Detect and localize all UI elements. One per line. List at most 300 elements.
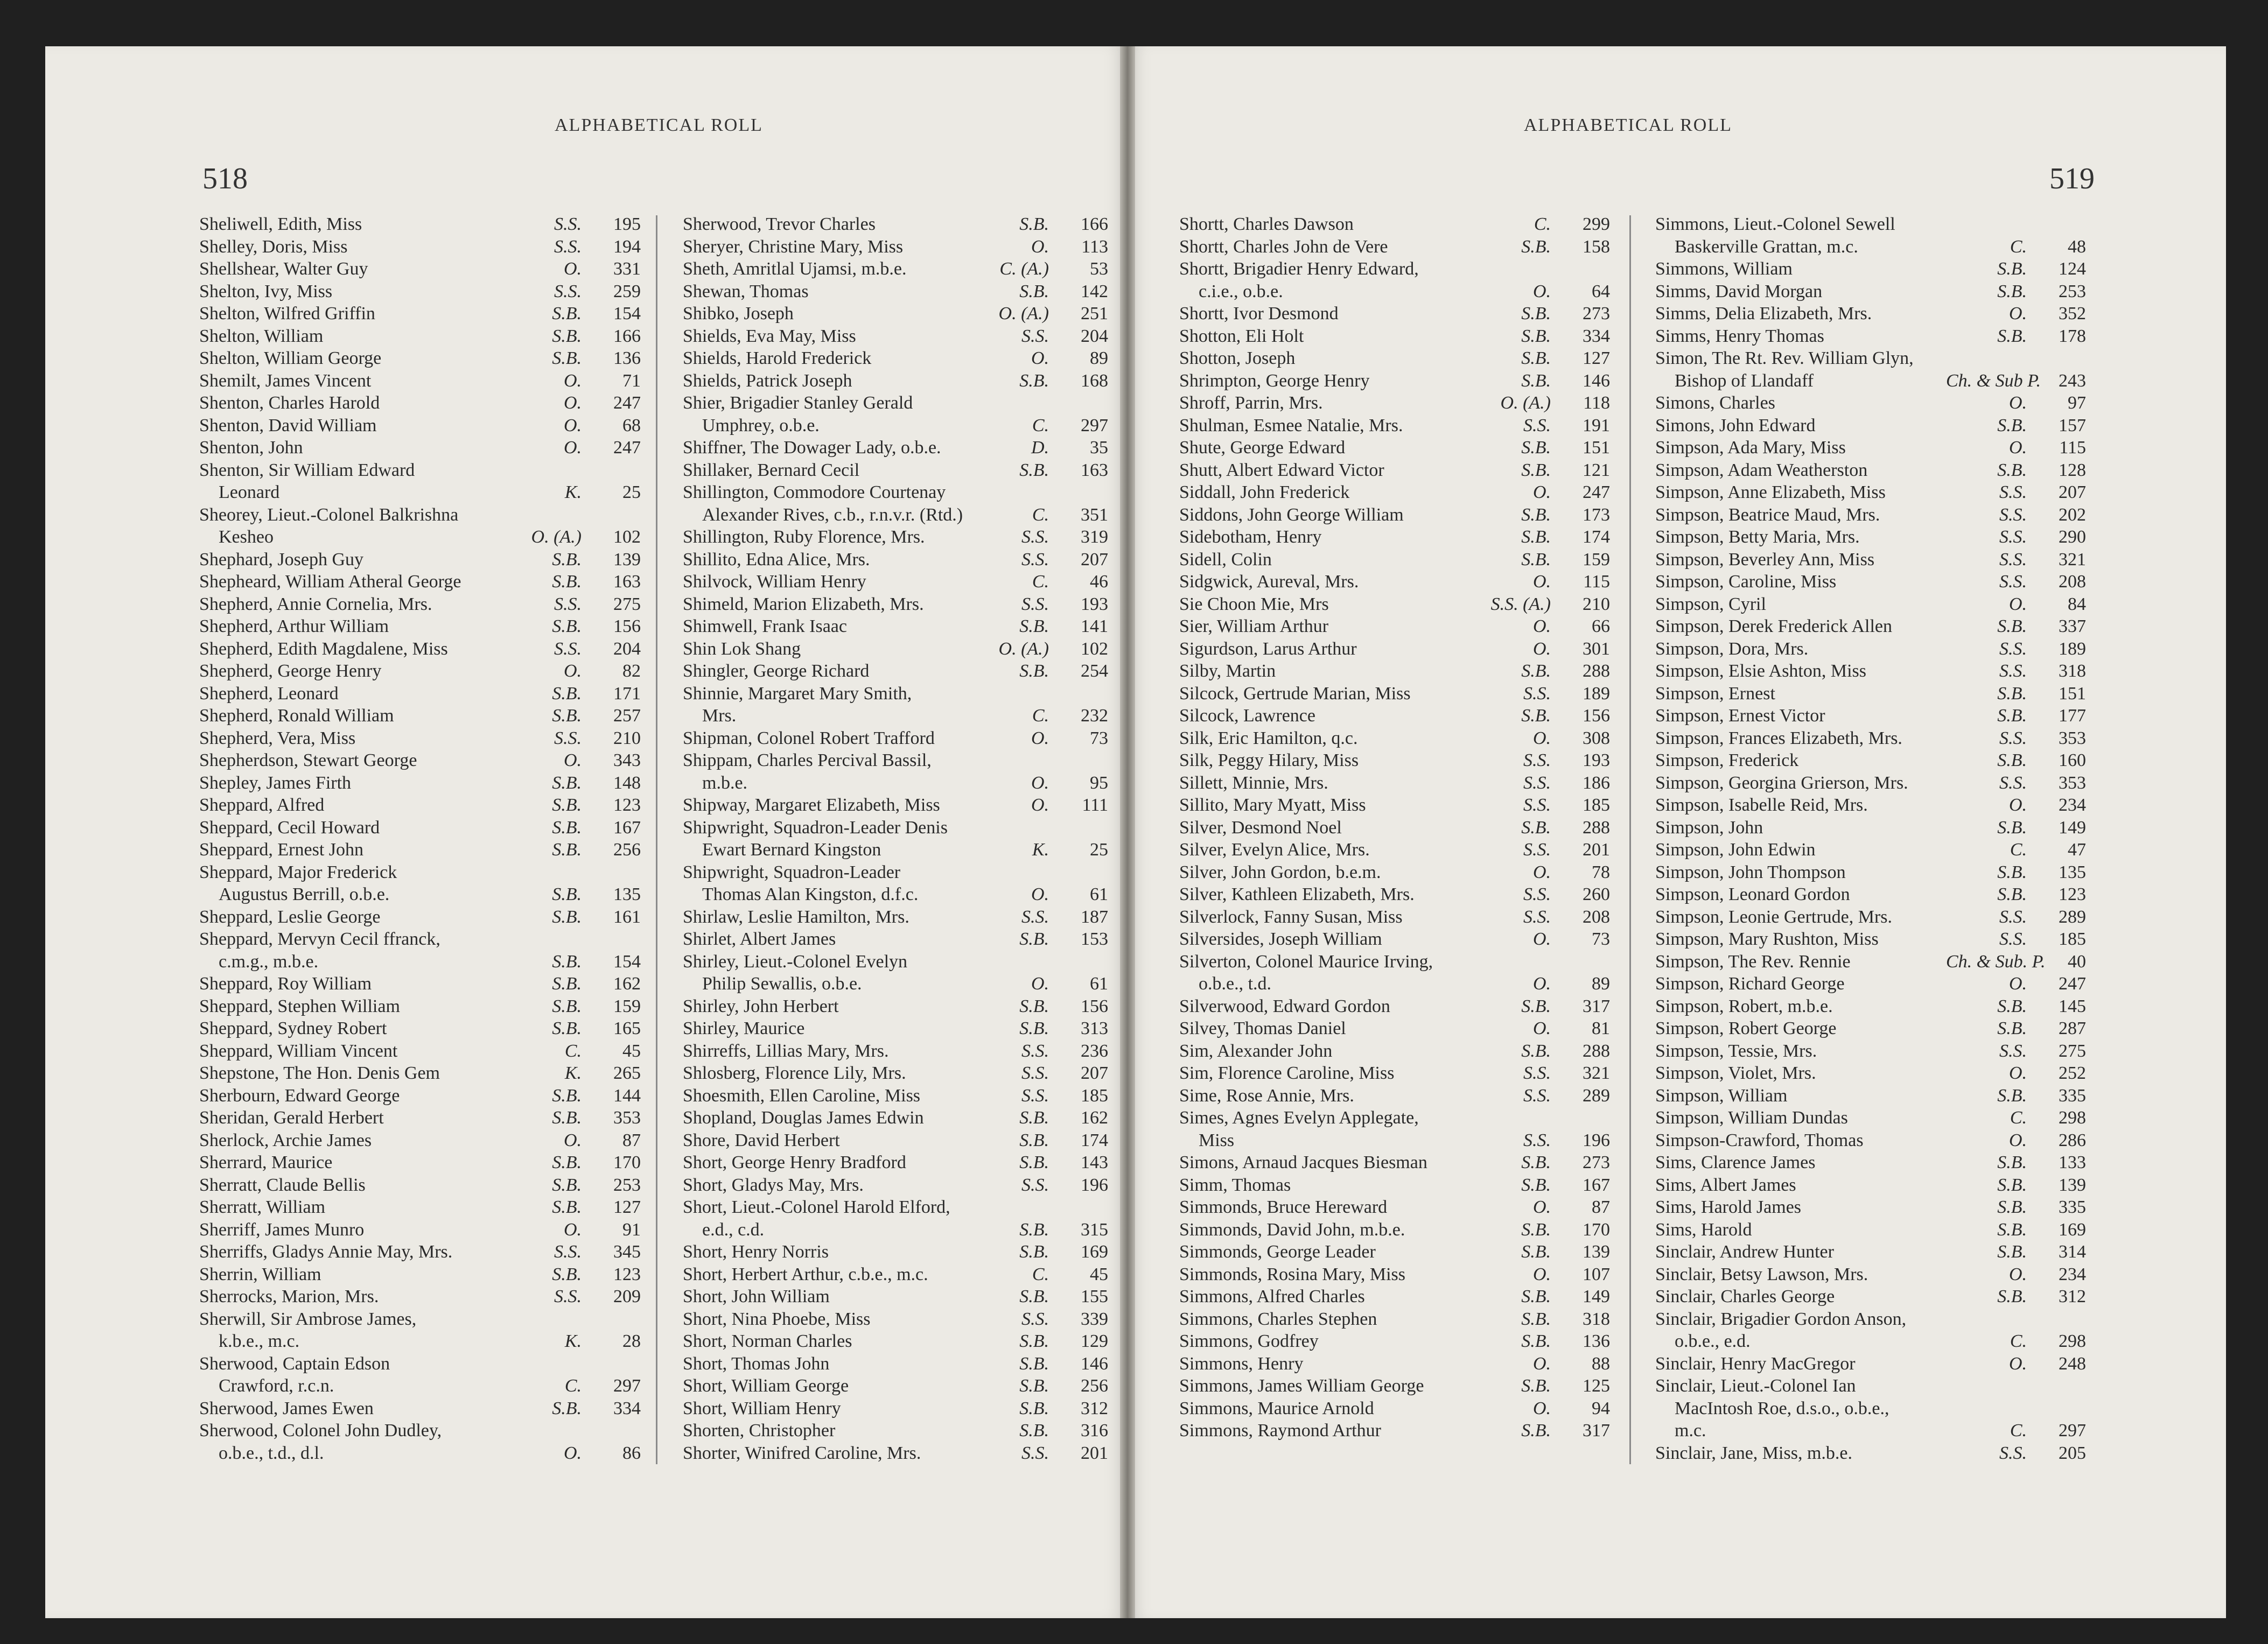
roll-entry (1655, 1330, 2086, 1353)
entry-class (1946, 1375, 2027, 1397)
entry-name: Sheppard, Mervyn Cecil ffranck, (199, 929, 440, 949)
roll-entry (683, 481, 1108, 504)
entry-name: Sherlock, Archie James (199, 1130, 372, 1150)
roll-entry (683, 705, 1108, 727)
roll-entry (1179, 325, 1610, 348)
roll-entry (1655, 615, 2086, 638)
entry-name: Sheppard, William Vincent (199, 1041, 398, 1061)
entry-class (1946, 213, 2027, 236)
entry-name: Short, John William (683, 1287, 830, 1306)
entry-page: 288 (1583, 661, 1610, 681)
roll-entry (683, 1107, 1108, 1129)
roll-entry (1179, 1085, 1610, 1107)
entry-page: 136 (613, 348, 641, 368)
entry-name: Shore, David Herbert (683, 1130, 840, 1150)
entry-class: O. (2008, 1353, 2027, 1374)
roll-entry (1179, 906, 1610, 929)
entry-page: 166 (1081, 214, 1108, 234)
roll-entry (1179, 995, 1610, 1018)
entry-name: Shirley, John Herbert (683, 996, 839, 1016)
entry-page: 317 (1583, 1421, 1610, 1441)
entry-class (501, 504, 582, 526)
entry-name: Simmonds, Bruce Hereward (1179, 1197, 1388, 1217)
roll-entry (1655, 236, 2086, 258)
entry-name: Sims, Harold (1655, 1219, 1752, 1240)
entry-page: 151 (1583, 438, 1610, 458)
entry-page: 102 (1081, 638, 1108, 659)
entry-page: 40 (2068, 951, 2086, 972)
entry-name: Sim, Alexander John (1179, 1041, 1333, 1061)
entry-class: O. (563, 750, 582, 770)
entry-class: K. (564, 1331, 582, 1351)
entry-class: S.B. (552, 1398, 582, 1418)
roll-entry (199, 1241, 641, 1263)
roll-entry (1655, 973, 2086, 995)
roll-entry (1179, 1285, 1610, 1308)
entry-class: C. (2010, 1421, 2027, 1441)
entry-page (1049, 817, 1108, 839)
entry-page: 68 (622, 415, 641, 435)
entry-page: 169 (2059, 1219, 2086, 1240)
entry-page: 186 (1583, 772, 1610, 793)
roll-entry (199, 1397, 641, 1420)
entry-name: Simpson, John Thompson (1655, 862, 1846, 882)
entry-page: 201 (1583, 840, 1610, 860)
entry-class: S.S. (1999, 728, 2027, 748)
entry-class: O. (2008, 1130, 2027, 1150)
entry-name: Short, Henry Norris (683, 1242, 829, 1262)
entry-class: S.B. (1997, 884, 2027, 904)
entry-page: 312 (2059, 1287, 2086, 1306)
entry-class: S.B. (1019, 1242, 1049, 1262)
entry-class: O. (563, 393, 582, 413)
entry-class: S.B. (552, 817, 582, 838)
entry-name: Short, William Henry (683, 1398, 841, 1418)
roll-entry (199, 236, 641, 258)
entry-page: 148 (613, 772, 641, 793)
entry-name: Shephard, Joseph Guy (199, 549, 364, 570)
entry-class: S.B. (1997, 683, 2027, 704)
entry-page: 159 (613, 996, 641, 1016)
entry-page: 319 (1081, 527, 1108, 547)
left-column-1 (199, 213, 641, 1464)
roll-entry (1655, 370, 2086, 392)
entry-name: Sinclair, Charles George (1655, 1287, 1835, 1306)
entry-name: Shopland, Douglas James Edwin (683, 1108, 924, 1128)
entry-page: 169 (1081, 1242, 1108, 1262)
entry-name: Silversides, Joseph William (1179, 929, 1382, 949)
entry-page: 170 (613, 1153, 641, 1172)
entry-name: Shirley, Maurice (683, 1018, 805, 1038)
entry-page: 196 (1583, 1130, 1610, 1150)
entry-page: 248 (2059, 1353, 2086, 1374)
entry-page: 139 (613, 549, 641, 570)
roll-entry (683, 906, 1108, 929)
entry-name: Shipwright, Squadron-Leader (683, 862, 901, 882)
roll-entry (683, 727, 1108, 750)
roll-entry (1179, 1040, 1610, 1063)
entry-name: Simons, John Edward (1655, 415, 1816, 435)
entry-class: S.B. (1521, 706, 1551, 726)
entry-class: S.S. (1999, 527, 2027, 547)
roll-entry (683, 817, 1108, 839)
entry-class: S.B. (1521, 504, 1551, 525)
entry-class: S.B. (1019, 370, 1049, 391)
roll-entry (1655, 437, 2086, 459)
entry-page: 331 (613, 259, 641, 279)
entry-page: 146 (1081, 1353, 1108, 1374)
entry-name: o.b.e., t.d. (1199, 974, 1272, 994)
roll-entry (683, 280, 1108, 303)
entry-page: 123 (2059, 884, 2086, 904)
entry-class: S.S. (554, 236, 582, 257)
roll-entry (1179, 347, 1610, 370)
roll-entry (1179, 213, 1610, 236)
entry-name: Simmons, Alfred Charles (1179, 1287, 1365, 1306)
entry-page: 189 (2059, 638, 2086, 659)
entry-class: S.B. (1019, 1376, 1049, 1396)
roll-entry (199, 772, 641, 795)
entry-class (968, 861, 1049, 884)
entry-name: Sherwood, Captain Edson (199, 1353, 390, 1374)
entry-class (1470, 951, 1551, 973)
entry-name: Bishop of Llandaff (1675, 370, 1814, 391)
entry-class: O. (563, 259, 582, 279)
entry-name: Umphrey, o.b.e. (702, 415, 820, 435)
roll-entry (683, 437, 1108, 459)
entry-name: Short, Lieut.-Colonel Harold Elford, (683, 1197, 950, 1217)
entry-class: S.B. (1997, 1018, 2027, 1038)
roll-entry (1179, 727, 1610, 750)
entry-page (582, 459, 641, 482)
entry-page: 167 (613, 817, 641, 838)
entry-name: Shier, Brigadier Stanley Gerald (683, 393, 913, 413)
roll-entry (1655, 1219, 2086, 1241)
roll-entry (683, 1442, 1108, 1465)
roll-entry (1179, 526, 1610, 549)
entry-name: m.b.e. (702, 772, 748, 793)
entry-class: O. (1031, 728, 1049, 748)
entry-class: S.B. (1521, 996, 1551, 1016)
roll-entry (1179, 1308, 1610, 1331)
entry-page: 247 (1583, 482, 1610, 502)
entry-class: S.S. (1999, 572, 2027, 592)
entry-page: 232 (1081, 706, 1108, 726)
roll-entry (1655, 414, 2086, 437)
entry-class: S.B. (1997, 1153, 2027, 1172)
entry-name: Shorten, Christopher (683, 1421, 836, 1441)
roll-entry (1179, 414, 1610, 437)
entry-page: 73 (1592, 929, 1610, 949)
entry-page: 312 (1081, 1398, 1108, 1418)
entry-class: S.S. (1999, 1041, 2027, 1061)
entry-name: Sime, Rose Annie, Mrs. (1179, 1085, 1354, 1106)
entry-class: O. (2008, 1063, 2027, 1083)
entry-name: Shroff, Parrin, Mrs. (1179, 393, 1323, 413)
entry-page: 335 (2059, 1085, 2086, 1106)
entry-name: Shepherd, Leonard (199, 683, 339, 704)
entry-class: S.B. (1521, 1175, 1551, 1195)
entry-class: S.S. (1999, 504, 2027, 525)
roll-entry (1179, 481, 1610, 504)
entry-name: Sheppard, Leslie George (199, 907, 381, 927)
roll-entry (683, 839, 1108, 861)
entry-class: O. (2008, 438, 2027, 458)
entry-name: Simm, Thomas (1179, 1175, 1291, 1195)
entry-class: S.B. (552, 616, 582, 636)
roll-entry (199, 861, 641, 884)
entry-class: S.B. (1521, 549, 1551, 570)
entry-page: 243 (2059, 370, 2086, 391)
roll-entry (1179, 1151, 1610, 1174)
entry-page: 143 (1081, 1153, 1108, 1172)
roll-entry (199, 928, 641, 951)
entry-page: 166 (613, 326, 641, 346)
entry-name: Simpson, John (1655, 817, 1763, 838)
entry-class: O. (563, 1443, 582, 1463)
entry-name: Kesheo (219, 527, 274, 547)
entry-class: C. (1032, 504, 1049, 525)
roll-entry (199, 1174, 641, 1197)
entry-class: S.B. (1997, 996, 2027, 1016)
entry-page: 194 (613, 236, 641, 257)
entry-name: Simpson, William Dundas (1655, 1108, 1848, 1128)
entry-class: S.S. (554, 1242, 582, 1262)
entry-name: Simpson, Violet, Mrs. (1655, 1063, 1816, 1083)
entry-page: 162 (613, 974, 641, 994)
roll-entry (1179, 638, 1610, 661)
entry-class: S.B. (1997, 817, 2027, 838)
entry-name: Shemilt, James Vincent (199, 370, 372, 391)
entry-page: 162 (1081, 1108, 1108, 1128)
entry-class: S.S. (554, 594, 582, 614)
entry-name: Simpson, Richard George (1655, 974, 1845, 994)
entry-name: Shulman, Esmee Natalie, Mrs. (1179, 415, 1403, 435)
roll-entry (683, 593, 1108, 616)
roll-entry (1655, 772, 2086, 795)
entry-page: 86 (622, 1443, 641, 1463)
roll-entry (1655, 1285, 2086, 1308)
entry-class: O. (1532, 616, 1551, 636)
entry-page (1049, 683, 1108, 705)
entry-page: 144 (613, 1085, 641, 1106)
entry-class: O. (1031, 974, 1049, 994)
roll-entry (1179, 951, 1610, 973)
entry-name: Simpson, Robert George (1655, 1018, 1837, 1038)
entry-class: S.B. (1997, 415, 2027, 435)
roll-entry (683, 1375, 1108, 1397)
roll-entry (1655, 817, 2086, 839)
entry-page: 25 (1090, 840, 1108, 860)
entry-name: Augustus Berrill, o.b.e. (219, 884, 390, 904)
entry-page (1551, 1107, 1610, 1129)
entry-page: 185 (2059, 929, 2086, 949)
entry-class (968, 1196, 1049, 1219)
entry-page: 185 (1583, 795, 1610, 815)
entry-page: 156 (1081, 996, 1108, 1016)
entry-name: Sinclair, Brigadier Gordon Anson, (1655, 1309, 1907, 1329)
entry-name: Sherriffs, Gladys Annie May, Mrs. (199, 1242, 453, 1262)
entry-page: 66 (1592, 616, 1610, 636)
entry-class: S.B. (1521, 1309, 1551, 1329)
entry-page: 127 (613, 1197, 641, 1217)
roll-entry (1179, 1129, 1610, 1152)
entry-name: Miss (1199, 1130, 1235, 1150)
entry-name: Sinclair, Henry MacGregor (1655, 1353, 1856, 1374)
entry-name: Sheryer, Christine Mary, Miss (683, 236, 904, 257)
entry-page: 139 (2059, 1175, 2086, 1195)
roll-entry (1179, 794, 1610, 817)
roll-entry (1655, 749, 2086, 772)
entry-name: Simpson, Anne Elizabeth, Miss (1655, 482, 1886, 502)
roll-entry (1655, 861, 2086, 884)
entry-page (1551, 951, 1610, 973)
entry-name: Sherbourn, Edward George (199, 1085, 400, 1106)
entry-class: C. (564, 1376, 582, 1396)
roll-entry (683, 1017, 1108, 1040)
entry-class: O. (1031, 795, 1049, 815)
entry-page: 210 (613, 728, 641, 748)
entry-class: S.S. (1021, 1175, 1049, 1195)
entry-name: Simmons, James William George (1179, 1376, 1424, 1396)
entry-name: Shields, Patrick Joseph (683, 370, 852, 391)
entry-page: 118 (1583, 393, 1610, 413)
roll-entry (199, 1353, 641, 1375)
entry-name: Simmonds, David John, m.b.e. (1179, 1219, 1405, 1240)
roll-entry (683, 1062, 1108, 1085)
roll-entry (683, 749, 1108, 772)
entry-page: 308 (1583, 728, 1610, 748)
entry-page (582, 1308, 641, 1331)
entry-page: 61 (1090, 974, 1108, 994)
left-running-header: ALPHABETICAL ROLL (555, 115, 763, 135)
entry-class: S.B. (1997, 326, 2027, 346)
entry-name: Sheppard, Major Frederick (199, 862, 397, 882)
entry-page: 236 (1081, 1041, 1108, 1061)
entry-page: 28 (622, 1331, 641, 1351)
entry-name: Shotton, Joseph (1179, 348, 1296, 368)
entry-page: 353 (2059, 728, 2086, 748)
entry-class: S.B. (552, 1153, 582, 1172)
entry-name: Sheth, Amritlal Ujamsi, m.b.e. (683, 259, 907, 279)
entry-class: C. (2010, 840, 2027, 860)
entry-class: O. (2008, 304, 2027, 324)
entry-page: 234 (2059, 1264, 2086, 1284)
entry-name: Sheridan, Gerald Herbert (199, 1108, 384, 1128)
entry-class: O. (563, 1130, 582, 1150)
entry-name: Shenton, Sir William Edward (199, 460, 415, 480)
entry-page: 298 (2059, 1331, 2086, 1351)
entry-page: 254 (1081, 661, 1108, 681)
entry-class: S.S. (1021, 1309, 1049, 1329)
entry-class: S.S. (1021, 1443, 1049, 1463)
roll-entry (683, 303, 1108, 325)
entry-class: S.B. (1997, 1219, 2027, 1240)
entry-page: 178 (2059, 326, 2086, 346)
entry-page: 334 (1583, 326, 1610, 346)
entry-class: S.S. (1523, 772, 1551, 793)
entry-class: S.B. (1521, 661, 1551, 681)
roll-entry (1179, 660, 1610, 683)
roll-entry (1179, 861, 1610, 884)
entry-name: Simmonds, Rosina Mary, Miss (1179, 1264, 1406, 1284)
entry-page (582, 861, 641, 884)
entry-name: Shepley, James Firth (199, 772, 352, 793)
entry-page: 297 (1081, 415, 1108, 435)
entry-page: 47 (2068, 840, 2086, 860)
entry-name: Shepstone, The Hon. Denis Gem (199, 1063, 440, 1083)
entry-class: S.B. (552, 1018, 582, 1038)
roll-entry (1655, 526, 2086, 549)
entry-class: S.B. (552, 706, 582, 726)
entry-page: 170 (1583, 1219, 1610, 1240)
entry-class: D. (1031, 438, 1049, 458)
roll-entry (683, 861, 1108, 884)
roll-entry (199, 258, 641, 280)
entry-class: S.S. (1021, 549, 1049, 570)
entry-page: 177 (2059, 706, 2086, 726)
entry-class: O. (1532, 1018, 1551, 1038)
roll-entry (683, 615, 1108, 638)
entry-name: Shepherd, Vera, Miss (199, 728, 356, 748)
entry-class: O. (1031, 884, 1049, 904)
entry-name: Shorter, Winifred Caroline, Mrs. (683, 1443, 921, 1463)
roll-entry (1655, 794, 2086, 817)
right-running-header: ALPHABETICAL ROLL (1524, 115, 1732, 135)
entry-class: S.S. (1523, 415, 1551, 435)
entry-page: 289 (2059, 907, 2086, 927)
entry-class: S.B. (1019, 616, 1049, 636)
entry-class: S.S. (1021, 594, 1049, 614)
entry-page: 97 (2068, 393, 2086, 413)
roll-entry (199, 213, 641, 236)
roll-entry (1655, 392, 2086, 414)
entry-class: S.B. (1521, 817, 1551, 838)
roll-entry (683, 571, 1108, 593)
entry-class: S.S. (1999, 549, 2027, 570)
right-column-1 (1179, 213, 1610, 1442)
entry-class: S.B. (552, 1085, 582, 1106)
entry-page: 89 (1090, 348, 1108, 368)
roll-entry (1655, 1263, 2086, 1286)
entry-page: 207 (1081, 1063, 1108, 1083)
entry-class: O. (1532, 482, 1551, 502)
entry-page: 174 (1081, 1130, 1108, 1150)
entry-class: S.B. (1019, 1353, 1049, 1374)
entry-name: Siddons, John George William (1179, 504, 1404, 525)
entry-class: S.B. (1019, 1153, 1049, 1172)
entry-name: Simpson, Ernest (1655, 683, 1775, 704)
entry-class: S.B. (1521, 1153, 1551, 1172)
left-column-rule (656, 215, 657, 1464)
entry-class: S.B. (1521, 438, 1551, 458)
entry-class: S.B. (552, 907, 582, 927)
entry-page (1049, 861, 1108, 884)
entry-page: 260 (1583, 884, 1610, 904)
entry-class: O. (2008, 594, 2027, 614)
entry-page: 45 (622, 1041, 641, 1061)
entry-name: Silcock, Gertrude Marian, Miss (1179, 683, 1411, 704)
entry-page: 135 (613, 884, 641, 904)
roll-entry (199, 1285, 641, 1308)
entry-name: Shields, Harold Frederick (683, 348, 872, 368)
entry-name: Sim, Florence Caroline, Miss (1179, 1063, 1395, 1083)
roll-entry (683, 638, 1108, 661)
entry-name: Sinclair, Andrew Hunter (1655, 1242, 1834, 1262)
entry-name: Sims, Clarence James (1655, 1153, 1816, 1172)
entry-name: MacIntosh Roe, d.s.o., o.b.e., (1675, 1398, 1889, 1418)
entry-page: 275 (613, 594, 641, 614)
